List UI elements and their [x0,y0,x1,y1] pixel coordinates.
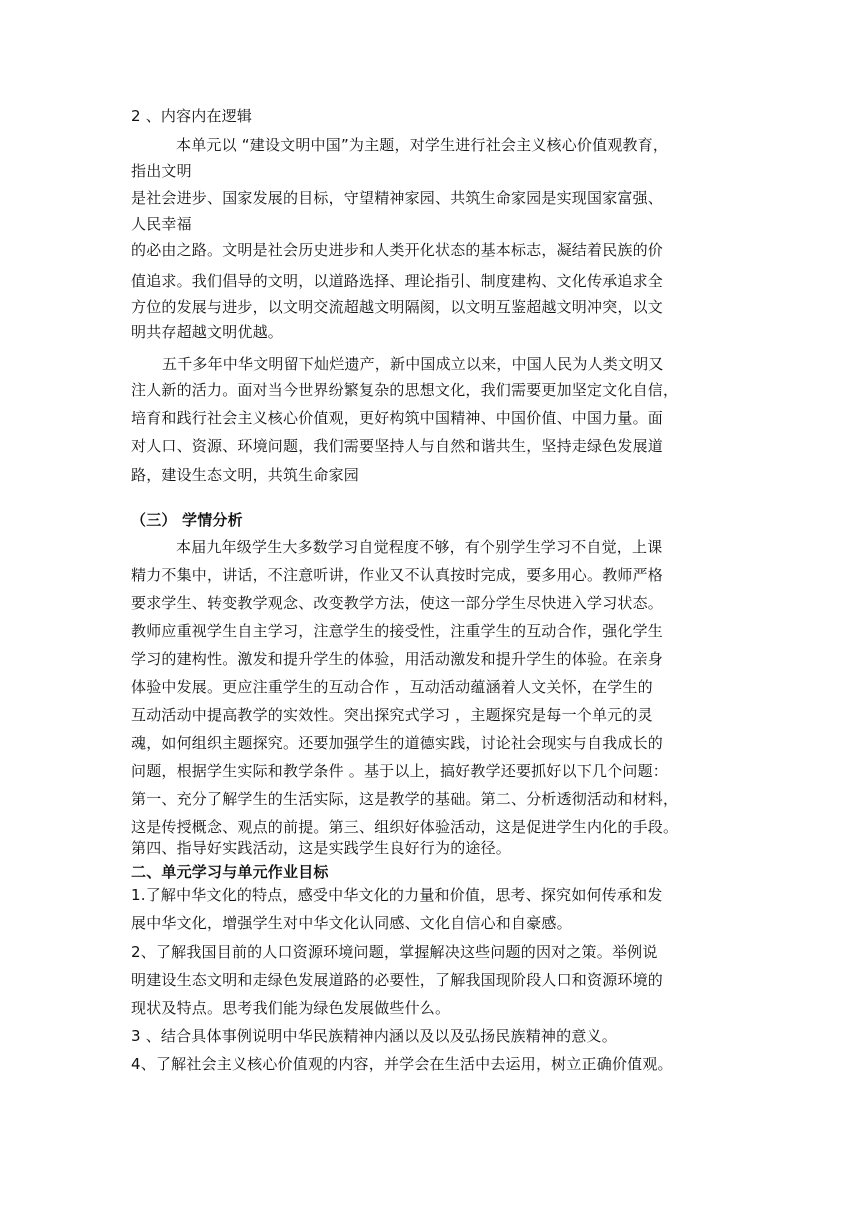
paragraph-line: 培育和践行社会主义核心价值观，更好构筑中国精神、中国价值、中国力量。面 [131,409,664,427]
paragraph-line: 学习的建构性。激发和提升学生的体验，用活动激发和提升学生的体验。在亲身 [131,650,664,668]
paragraph-line: 体验中发展。更应注重学生的互动合作 ，互动活动蕴涵着人文关怀，在学生的 [131,678,653,696]
paragraph-line: 问题，根据学生实际和教学条件 。基于以上，搞好教学还要抓好以下几个问题： [131,762,668,780]
goal-line: 2、了解我国目前的人口资源环境问题，掌握解决这些问题的因对之策。举例说 [131,943,658,961]
paragraph-line: 精力不集中，讲话，不注意听讲，作业又不认真按时完成，要多用心。教师严格 [131,566,664,584]
paragraph-line: 方位的发展与进步，以文明交流超越文明隔阂，以文明互鉴超越文明冲突，以文 [131,298,664,316]
paragraph-line: 值追求。我们倡导的文明，以道路选择、理论指引、制度建构、文化传承追求全 [131,272,664,290]
paragraph-line: 是社会进步、国家发展的目标，守望精神家园、共筑生命家园是实现国家富强、 [131,189,664,207]
goal-line: 3 、结合具体事例说明中华民族精神内涵以及以及弘扬民族精神的意义。 [131,1027,617,1045]
section-heading-unit-goals: 二、单元学习与单元作业目标 [131,863,329,881]
paragraph-line: 的必由之路。文明是社会历史进步和人类开化状态的基本标志，凝结着民族的价 [131,241,664,259]
paragraph-line: 路，建设生态文明，共筑生命家园 [131,466,360,484]
paragraph-line: 魂，如何组织主题探究。还要加强学生的道德实践，讨论社会现实与自我成长的 [131,734,664,752]
paragraph-line: 人民幸福 [131,215,192,233]
paragraph-line: 教师应重视学生自主学习，注意学生的接受性，注重学生的互动合作，强化学生 [131,622,664,640]
paragraph-line: 五千多年中华文明留下灿烂遗产，新中国成立以来，中国人民为人类文明又 [162,355,664,373]
paragraph-line: 本单元以 “建设文明中国”为主题，对学生进行社会主义核心价值观教育， [176,136,669,154]
paragraph-line: 要求学生、转变教学观念、改变教学方法，使这一部分学生尽快进入学习状态。 [131,594,664,612]
paragraph-line: 这是传授概念、观点的前提。第三、组织好体验活动，这是促进学生内化的手段。 [131,818,679,836]
paragraph-line: 第一、充分了解学生的生活实际，这是教学的基础。第二、分析透彻活动和材料， [131,790,679,808]
goal-line: 1.了解中华文化的特点，感受中华文化的力量和价值，思考、探究如何传承和发 [131,886,663,904]
paragraph-line: 互动活动中提高教学的实效性。突出探究式学习 ，主题探究是每一个单元的灵 [131,706,653,724]
goal-line: 4、了解社会主义核心价值观的内容，并学会在生活中去运用，树立正确价值观。 [131,1055,673,1073]
goal-line: 明建设生态文明和走绿色发展道路的必要性，了解我国现阶段人口和资源环境的 [131,971,664,989]
goal-line: 展中华文化，增强学生对中华文化认同感、文化自信心和自豪感。 [131,914,572,932]
paragraph-line: 注人新的活力。面对当今世界纷繁复杂的思想文化，我们需要更加坚定文化自信， [131,381,679,399]
section-heading-learner-analysis: （三） 学情分析 [131,511,243,529]
paragraph-line: 本届九年级学生大多数学习自觉程度不够，有个别学生学习不自觉，上课 [176,538,663,556]
paragraph-line: 第四、指导好实践活动，这是实践学生良好行为的途径。 [131,839,512,857]
subsection-heading-logic: 2 、内容内在逻辑 [131,107,253,125]
goal-line: 现状及特点。思考我们能为绿色发展做些什么。 [131,999,451,1017]
paragraph-line: 对人口、资源、环境问题，我们需要坚持人与自然和谐共生，坚持走绿色发展道 [131,437,664,455]
paragraph-line: 指出文明 [131,162,192,180]
paragraph-line: 明共存超越文明优越。 [131,323,284,341]
